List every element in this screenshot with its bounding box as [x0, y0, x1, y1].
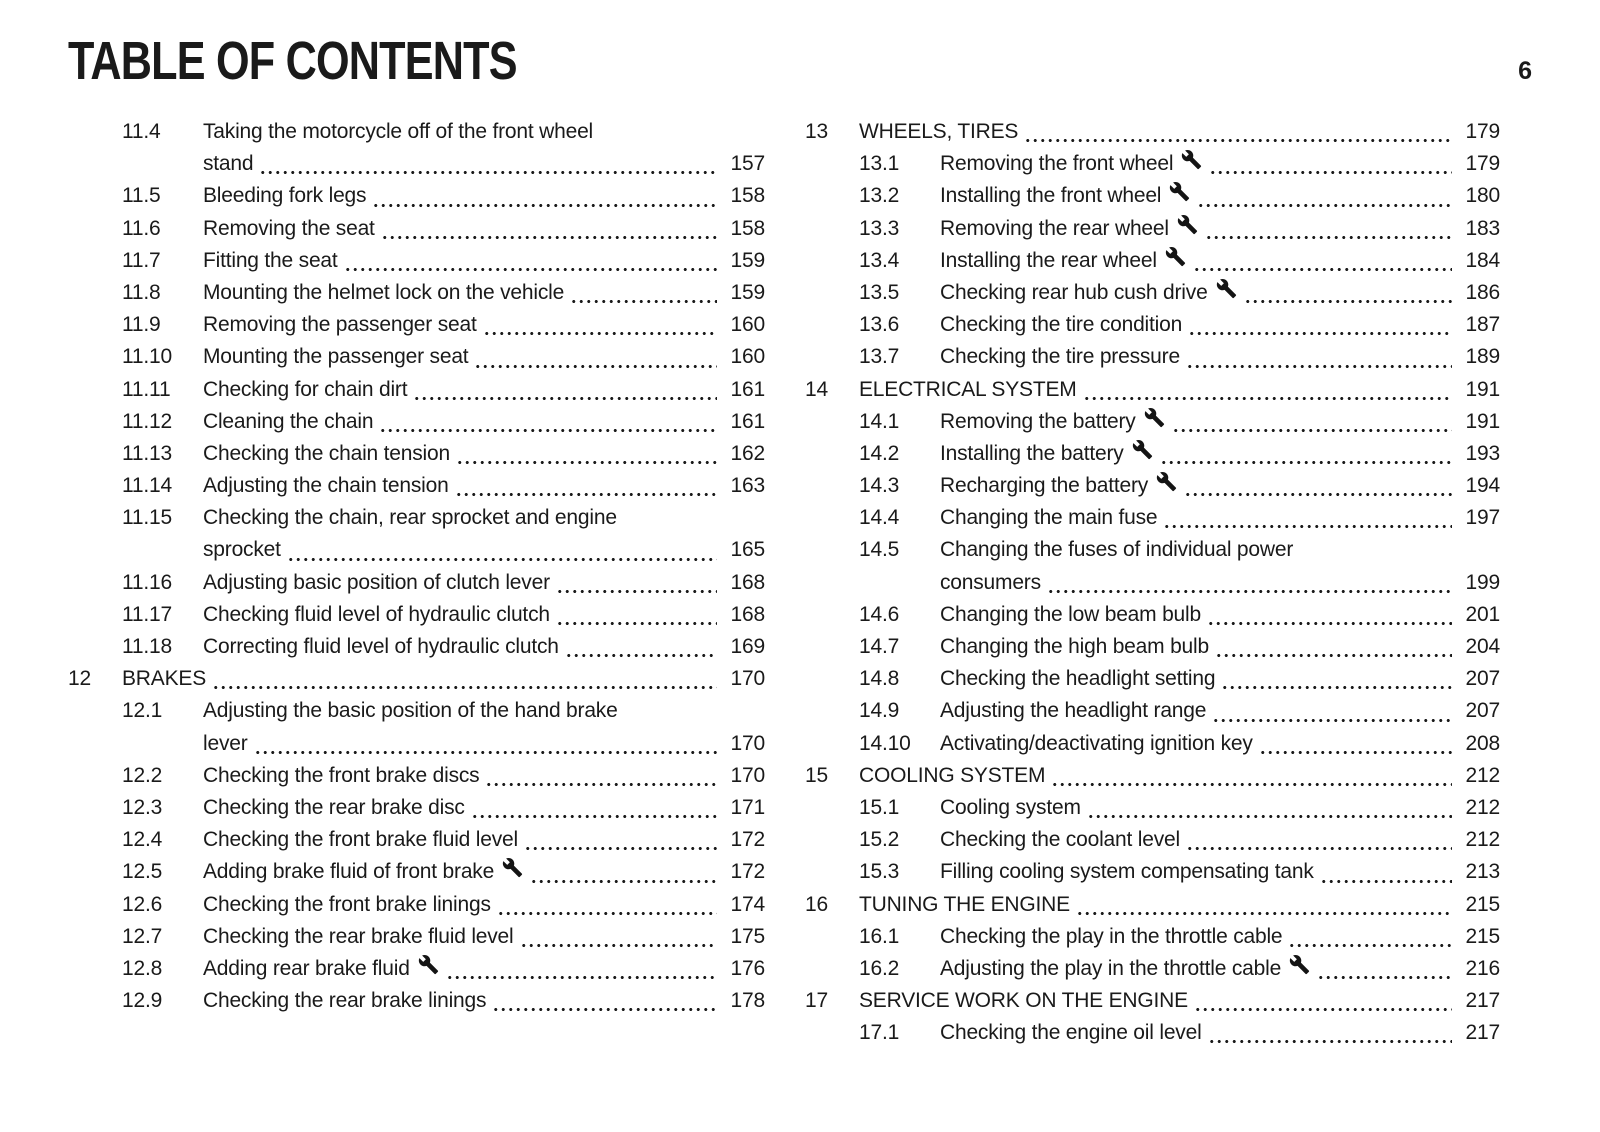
toc-section-row [68, 116, 765, 148]
page-ref: 174 [730, 892, 765, 916]
dot-leader [1160, 438, 1452, 470]
toc-chapter-row [805, 889, 1500, 921]
page-ref: 159 [730, 280, 765, 304]
page-header [68, 31, 1600, 91]
toc-section-row [805, 631, 1500, 663]
dot-leader [344, 245, 717, 277]
section-number: 14.7 [859, 635, 900, 658]
dot-leader [1259, 728, 1452, 760]
entry-title: Bleeding fork legs [203, 184, 367, 208]
page-ref: 212 [1465, 763, 1500, 787]
wrench-icon [1156, 471, 1177, 492]
toc-section-row [68, 953, 765, 985]
page-ref: 172 [730, 860, 765, 884]
dot-leader [381, 213, 717, 245]
page-ref: 180 [1465, 184, 1500, 208]
entry-title: Adding rear brake fluid [203, 956, 410, 980]
page-ref: 194 [1465, 474, 1500, 498]
toc-section-row [805, 728, 1500, 760]
entry-title: Checking the chain, rear sprocket and engine [203, 506, 617, 530]
dot-leader [1024, 116, 1452, 148]
dot-leader [1051, 760, 1452, 792]
dot-leader [1205, 213, 1452, 245]
toc-section-row [805, 824, 1500, 856]
entry-title: Changing the high beam bulb [940, 635, 1209, 658]
dot-leader [1209, 148, 1452, 180]
section-number: 17.1 [859, 1021, 900, 1045]
entry-title: Activating/deactivating ignition key [940, 731, 1253, 755]
dot-leader [1215, 631, 1452, 663]
section-number: 11.6 [122, 216, 161, 240]
dot-leader [446, 953, 717, 985]
section-number: 15.3 [859, 860, 900, 884]
wrench-icon [502, 857, 523, 878]
page-ref: 212 [1465, 828, 1500, 852]
section-number: 11.4 [122, 120, 161, 143]
section-number: 14.1 [859, 409, 900, 433]
toc-section-row [805, 792, 1500, 824]
dot-leader [1188, 309, 1452, 341]
toc-columns [68, 116, 1600, 1049]
section-number: 13.6 [859, 313, 900, 337]
section-number: 11.16 [122, 570, 172, 594]
page-ref: 191 [1465, 377, 1500, 401]
dot-leader [1087, 792, 1452, 824]
chapter-number: 15 [805, 763, 828, 787]
page-ref: 207 [1465, 699, 1500, 723]
section-number: 16.1 [859, 924, 900, 948]
section-number: 11.17 [122, 602, 172, 626]
toc-section-row [805, 213, 1500, 245]
entry-title: Checking the coolant level [940, 828, 1180, 852]
page-ref: 204 [1465, 635, 1500, 658]
dot-leader [471, 792, 717, 824]
page-ref: 217 [1465, 989, 1500, 1013]
toc-right-column [805, 116, 1500, 1049]
wrench-icon [1181, 149, 1202, 170]
section-number: 14.9 [859, 699, 900, 723]
page-ref: 163 [730, 474, 765, 498]
section-number: 12.1 [122, 699, 163, 723]
section-number: 13.3 [859, 216, 900, 240]
section-number: 12.2 [122, 763, 163, 787]
page-ref: 161 [730, 377, 765, 401]
entry-title: Installing the battery [940, 441, 1124, 465]
page-ref: 175 [730, 924, 765, 948]
entry-title: COOLING SYSTEM [859, 763, 1046, 787]
dot-leader [455, 470, 717, 502]
toc-section-row [805, 695, 1500, 727]
entry-title: BRAKES [122, 667, 206, 691]
wrench-icon [1216, 278, 1237, 299]
toc-section-row [805, 438, 1500, 470]
dot-leader [1193, 245, 1452, 277]
entry-title: Adjusting basic position of clutch lever [203, 570, 550, 594]
section-number: 16.2 [859, 956, 900, 980]
entry-title: Checking the headlight setting [940, 667, 1216, 691]
toc-section-row [68, 341, 765, 373]
entry-title: Checking the rear brake linings [203, 989, 487, 1013]
section-number: 14.8 [859, 667, 900, 691]
dot-leader [474, 341, 717, 373]
page-ref: 172 [730, 828, 765, 852]
dot-leader [379, 406, 717, 438]
toc-section-row [805, 534, 1500, 566]
page-ref: 171 [730, 795, 765, 819]
section-number: 11.5 [122, 184, 161, 208]
entry-title: Cooling system [940, 795, 1081, 819]
toc-section-row [68, 470, 765, 502]
dot-leader [254, 728, 717, 760]
entry-title: Fitting the seat [203, 248, 338, 272]
dot-leader [1208, 1017, 1452, 1049]
dot-leader [372, 180, 717, 212]
section-number: 14.6 [859, 602, 900, 626]
dot-leader [1288, 921, 1452, 953]
dot-leader [483, 309, 717, 341]
toc-section-row [805, 470, 1500, 502]
toc-section-row [805, 309, 1500, 341]
toc-section-row [805, 148, 1500, 180]
toc-section-row [68, 567, 765, 599]
entry-title: Checking the front brake discs [203, 763, 480, 787]
section-number: 12.7 [122, 924, 163, 948]
entry-title: Removing the rear wheel [940, 216, 1169, 240]
entry-title: Changing the fuses of individual power [940, 538, 1294, 562]
page-ref: 217 [1465, 1021, 1500, 1045]
toc-section-row [805, 599, 1500, 631]
page-ref: 184 [1465, 248, 1500, 272]
entry-title: consumers [940, 570, 1041, 594]
section-number: 11.12 [122, 409, 172, 433]
toc-chapter-row [805, 374, 1500, 406]
page-title: TABLE OF CONTENTS [68, 31, 517, 91]
dot-leader [520, 921, 717, 953]
entry-title: Checking the engine oil level [940, 1021, 1202, 1045]
entry-title: Adjusting the chain tension [203, 474, 449, 498]
toc-section-row [805, 921, 1500, 953]
section-number: 11.9 [122, 313, 161, 337]
page-ref: 199 [1465, 570, 1500, 594]
section-number: 14.3 [859, 474, 900, 498]
toc-section-row [68, 309, 765, 341]
page-ref: 191 [1465, 409, 1500, 433]
dot-leader [1221, 663, 1452, 695]
section-number: 14.10 [859, 731, 911, 755]
toc-section-row [805, 245, 1500, 277]
dot-leader [524, 824, 717, 856]
toc-section-row [68, 728, 765, 760]
toc-section-row [68, 245, 765, 277]
entry-title: Checking the front brake fluid level [203, 828, 518, 852]
chapter-number: 16 [805, 892, 828, 916]
page-ref: 178 [730, 989, 765, 1013]
dot-leader [456, 438, 717, 470]
entry-title: Removing the battery [940, 409, 1136, 433]
toc-left-column [68, 116, 765, 1049]
toc-section-row [805, 567, 1500, 599]
section-number: 11.8 [122, 280, 161, 304]
dot-leader [1317, 953, 1452, 985]
dot-leader [530, 856, 717, 888]
page-ref: 168 [730, 570, 765, 594]
dot-leader [485, 760, 717, 792]
toc-section-row [805, 1017, 1500, 1049]
entry-title: Mounting the helmet lock on the vehicle [203, 280, 565, 304]
wrench-icon [1132, 439, 1153, 460]
entry-title: Checking the tire pressure [940, 345, 1180, 369]
section-number: 15.2 [859, 828, 900, 852]
entry-title: Filling cooling system compensating tank [940, 860, 1314, 884]
dot-leader [1186, 341, 1452, 373]
toc-section-row [68, 406, 765, 438]
toc-section-row [68, 856, 765, 888]
toc-section-row [68, 921, 765, 953]
dot-leader [259, 148, 717, 180]
dot-leader [565, 631, 717, 663]
page-ref: 160 [730, 345, 765, 369]
section-number: 13.1 [859, 152, 900, 176]
page-ref: 179 [1465, 152, 1500, 176]
entry-title: stand [203, 152, 254, 176]
page-ref: 176 [730, 956, 765, 980]
entry-title: WHEELS, TIRES [859, 120, 1019, 143]
toc-section-row [68, 213, 765, 245]
page-number: 6 [1518, 57, 1532, 85]
entry-title: ELECTRICAL SYSTEM [859, 377, 1077, 401]
dot-leader [497, 889, 717, 921]
dot-leader [287, 534, 717, 566]
dot-leader [1194, 985, 1452, 1017]
entry-title: Checking fluid level of hydraulic clutch [203, 602, 550, 626]
wrench-icon [1177, 214, 1198, 235]
section-number: 12.9 [122, 989, 163, 1013]
dot-leader [1186, 824, 1452, 856]
dot-leader [492, 985, 717, 1017]
page-ref: 183 [1465, 216, 1500, 240]
section-number: 11.15 [122, 506, 172, 530]
entry-title: Removing the seat [203, 216, 375, 240]
dot-leader [1320, 856, 1452, 888]
entry-title: Cleaning the chain [203, 409, 374, 433]
toc-section-row [68, 824, 765, 856]
page-ref: 179 [1465, 120, 1500, 143]
dot-leader [556, 599, 717, 631]
dot-leader [556, 567, 717, 599]
toc-section-row [68, 695, 765, 727]
entry-title: SERVICE WORK ON THE ENGINE [859, 989, 1188, 1013]
page-ref: 159 [730, 248, 765, 272]
toc-section-row [805, 180, 1500, 212]
section-number: 13.4 [859, 248, 900, 272]
page-ref: 207 [1465, 667, 1500, 691]
entry-title: Checking rear hub cush drive [940, 280, 1208, 304]
section-number: 11.10 [122, 345, 172, 369]
entry-title: Checking the rear brake disc [203, 795, 465, 819]
wrench-icon [1169, 181, 1190, 202]
page-ref: 216 [1465, 956, 1500, 980]
section-number: 12.8 [122, 956, 163, 980]
section-number: 13.5 [859, 280, 900, 304]
page-ref: 215 [1465, 892, 1500, 916]
section-number: 13.2 [859, 184, 900, 208]
entry-title: Mounting the passenger seat [203, 345, 469, 369]
section-number: 12.4 [122, 828, 163, 852]
page-ref: 170 [730, 763, 765, 787]
page-ref: 213 [1465, 860, 1500, 884]
toc-section-row [68, 631, 765, 663]
section-number: 11.7 [122, 248, 161, 272]
toc-section-row [68, 760, 765, 792]
section-number: 11.18 [122, 635, 172, 658]
entry-title: Checking the rear brake fluid level [203, 924, 514, 948]
entry-title: Checking the play in the throttle cable [940, 924, 1283, 948]
entry-title: Checking for chain dirt [203, 377, 408, 401]
section-number: 12.5 [122, 860, 163, 884]
toc-section-row [805, 663, 1500, 695]
toc-section-row [805, 856, 1500, 888]
page-ref: 169 [730, 635, 765, 658]
page-ref: 193 [1465, 441, 1500, 465]
dot-leader [1047, 567, 1452, 599]
page-ref: 158 [730, 216, 765, 240]
entry-title: TUNING THE ENGINE [859, 892, 1070, 916]
toc-section-row [805, 502, 1500, 534]
toc-section-row [68, 792, 765, 824]
section-number: 11.11 [122, 377, 171, 401]
toc-chapter-row [805, 116, 1500, 148]
dot-leader [212, 663, 717, 695]
page-ref: 165 [730, 538, 765, 562]
section-number: 14.4 [859, 506, 900, 530]
dot-leader [570, 277, 717, 309]
wrench-icon [1289, 954, 1310, 975]
section-number: 11.13 [122, 441, 172, 465]
toc-section-row [68, 889, 765, 921]
dot-leader [413, 374, 717, 406]
wrench-icon [1165, 246, 1186, 267]
entry-title: Adjusting the play in the throttle cable [940, 956, 1282, 980]
toc-section-row [68, 438, 765, 470]
entry-title: Removing the front wheel [940, 152, 1174, 176]
page-ref: 161 [730, 409, 765, 433]
chapter-number: 17 [805, 989, 828, 1013]
toc-section-row [68, 985, 765, 1017]
entry-title: Adjusting the basic position of the hand brake [203, 699, 618, 723]
page-ref: 212 [1465, 795, 1500, 819]
section-number: 13.7 [859, 345, 900, 369]
entry-title: Removing the passenger seat [203, 313, 477, 337]
entry-title: Changing the main fuse [940, 506, 1158, 530]
toc-section-row [68, 599, 765, 631]
page-ref: 208 [1465, 731, 1500, 755]
toc-section-row [68, 277, 765, 309]
toc-section-row [68, 374, 765, 406]
page-ref: 160 [730, 313, 765, 337]
dot-leader [1244, 277, 1452, 309]
section-number: 11.14 [122, 474, 172, 498]
toc-section-row [68, 148, 765, 180]
dot-leader [1163, 502, 1452, 534]
chapter-number: 12 [68, 667, 91, 691]
entry-title: Changing the low beam bulb [940, 602, 1201, 626]
dot-leader [1076, 889, 1452, 921]
entry-title: Recharging the battery [940, 474, 1149, 498]
entry-title: Checking the tire condition [940, 313, 1183, 337]
dot-leader [1172, 406, 1452, 438]
toc-section-row [68, 502, 765, 534]
toc-section-row [68, 180, 765, 212]
page-ref: 158 [730, 184, 765, 208]
page-ref: 168 [730, 602, 765, 626]
chapter-number: 13 [805, 120, 828, 143]
entry-title: Installing the rear wheel [940, 248, 1157, 272]
entry-title: Adjusting the headlight range [940, 699, 1207, 723]
toc-chapter-row [805, 985, 1500, 1017]
section-number: 12.3 [122, 795, 163, 819]
toc-section-row [805, 406, 1500, 438]
entry-title: Checking the front brake linings [203, 892, 491, 916]
page-ref: 162 [730, 441, 765, 465]
section-number: 14.5 [859, 538, 900, 562]
wrench-icon [1144, 407, 1165, 428]
entry-title: Installing the front wheel [940, 184, 1162, 208]
entry-title: Correcting fluid level of hydraulic clutch [203, 635, 559, 658]
page-ref: 215 [1465, 924, 1500, 948]
dot-leader [1083, 374, 1452, 406]
dot-leader [1184, 470, 1452, 502]
page-ref: 170 [730, 667, 765, 691]
section-number: 14.2 [859, 441, 900, 465]
toc-chapter-row [68, 663, 765, 695]
page-ref: 189 [1465, 345, 1500, 369]
toc-chapter-row [805, 760, 1500, 792]
entry-title: Adding brake fluid of front brake [203, 860, 495, 884]
page-ref: 201 [1465, 602, 1500, 626]
page-ref: 157 [730, 152, 765, 176]
page-ref: 197 [1465, 506, 1500, 530]
toc-section-row [805, 277, 1500, 309]
chapter-number: 14 [805, 377, 828, 401]
section-number: 15.1 [859, 795, 900, 819]
dot-leader [1207, 599, 1452, 631]
page-ref: 170 [730, 731, 765, 755]
entry-title: lever [203, 731, 248, 755]
dot-leader [1212, 695, 1452, 727]
entry-title: Checking the chain tension [203, 441, 450, 465]
toc-section-row [805, 953, 1500, 985]
page-ref: 186 [1465, 280, 1500, 304]
entry-title: Taking the motorcycle off of the front wheel [203, 120, 594, 143]
toc-section-row [68, 534, 765, 566]
wrench-icon [418, 954, 439, 975]
dot-leader [1197, 180, 1452, 212]
toc-section-row [805, 341, 1500, 373]
section-number: 12.6 [122, 892, 163, 916]
page-ref: 187 [1465, 313, 1500, 337]
entry-title: sprocket [203, 538, 281, 562]
